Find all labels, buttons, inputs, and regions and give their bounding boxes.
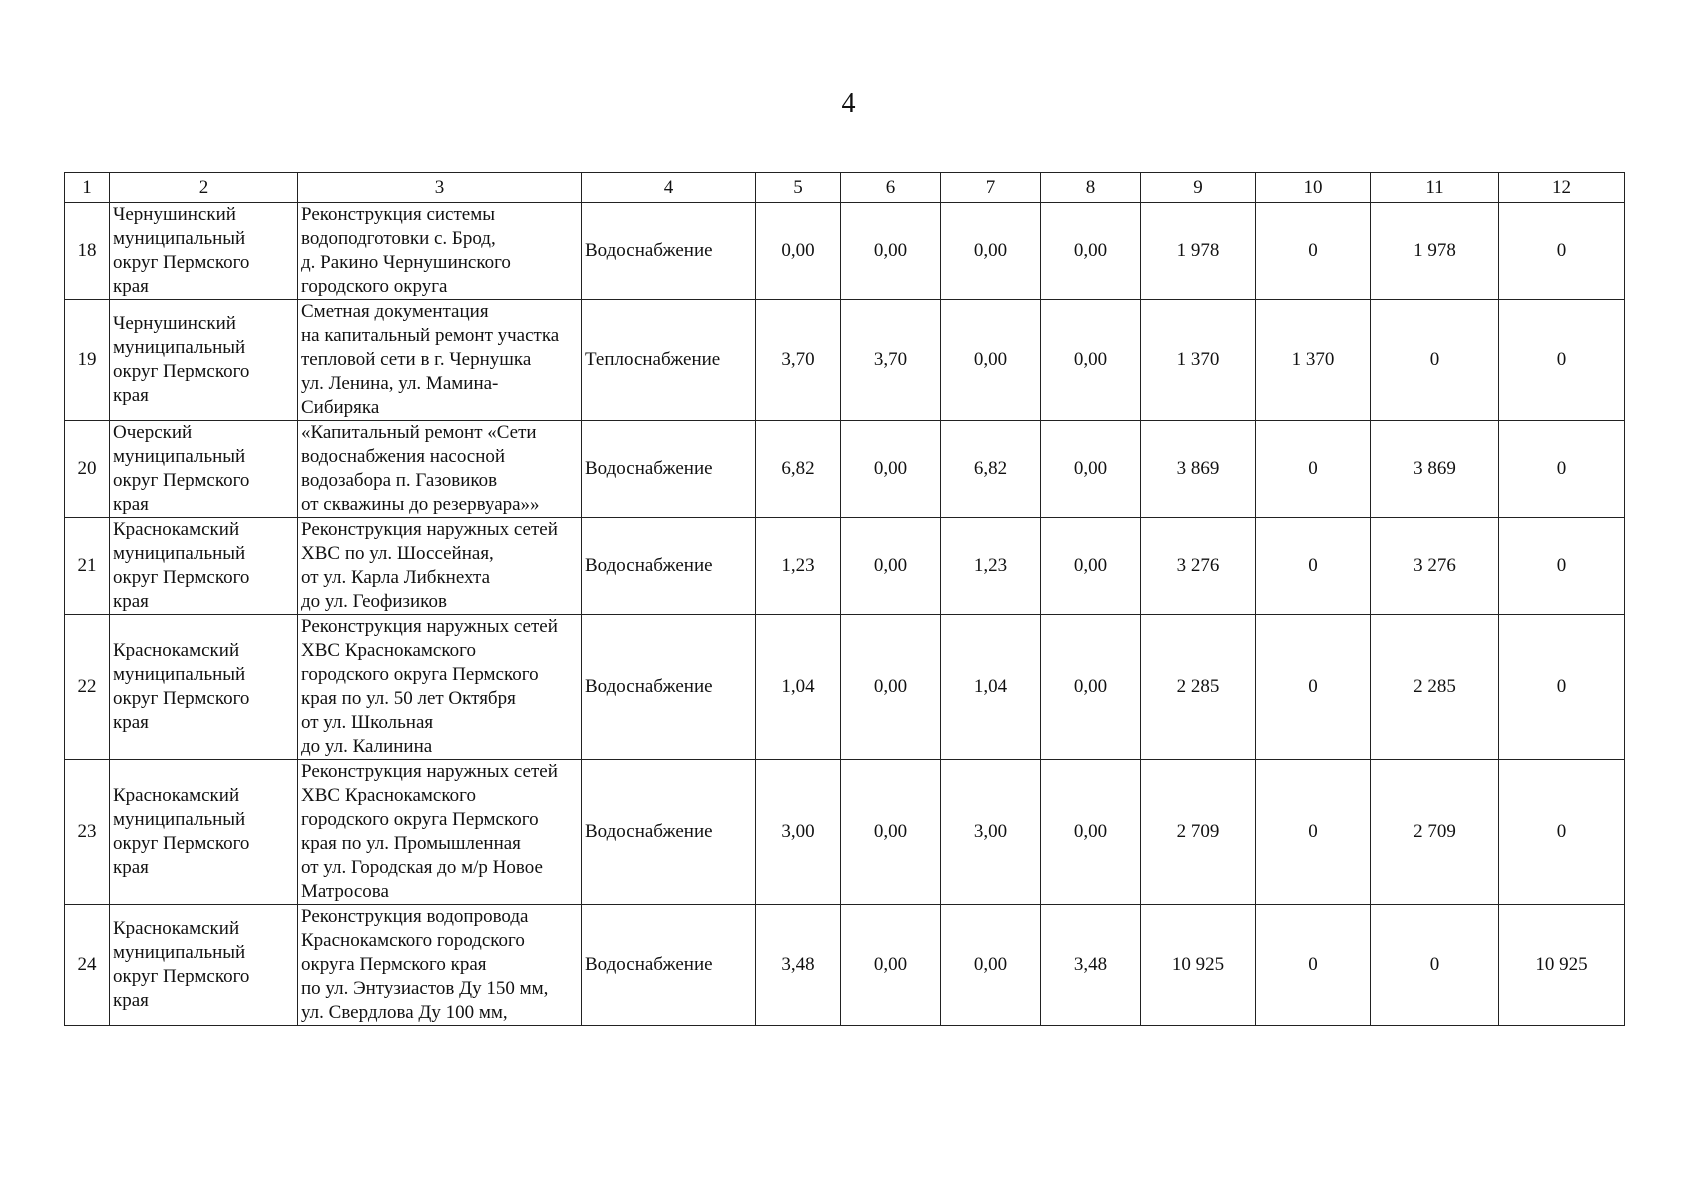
cell-value-col-12: 0: [1499, 760, 1625, 905]
cell-value-col-6: 0,00: [841, 905, 941, 1026]
cell-value-col-8: 0,00: [1041, 300, 1141, 421]
cell-value-col-9: 1 978: [1141, 203, 1256, 300]
cell-row-number: 21: [65, 518, 110, 615]
cell-value-col-8: 0,00: [1041, 518, 1141, 615]
cell-value-col-5: 1,04: [756, 615, 841, 760]
cell-value-col-6: 0,00: [841, 421, 941, 518]
cell-value-col-12: 0: [1499, 203, 1625, 300]
cell-municipality: Чернушинский муниципальный округ Пермского края: [110, 203, 298, 300]
cell-row-number: 23: [65, 760, 110, 905]
cell-value-col-6: 0,00: [841, 203, 941, 300]
cell-value-col-9: 3 276: [1141, 518, 1256, 615]
cell-value-col-9: 1 370: [1141, 300, 1256, 421]
table-row: [65, 905, 1625, 1026]
column-header-5: 5: [756, 173, 841, 203]
cell-municipality: Чернушинский муниципальный округ Пермского края: [110, 300, 298, 421]
cell-municipality: Краснокамский муниципальный округ Пермского края: [110, 518, 298, 615]
cell-project-name: «Капитальный ремонт «Сети водоснабжения насосной водозабора п. Газовиков от скважины до резервуара»»: [298, 421, 582, 518]
cell-row-number: 20: [65, 421, 110, 518]
cell-value-col-6: 0,00: [841, 615, 941, 760]
cell-value-col-9: 2 709: [1141, 760, 1256, 905]
column-header-4: 4: [582, 173, 756, 203]
table-row: [65, 300, 1625, 421]
table-body: [65, 203, 1625, 1026]
cell-value-col-12: 0: [1499, 615, 1625, 760]
table-row: [65, 615, 1625, 760]
column-header-9: 9: [1141, 173, 1256, 203]
cell-value-col-7: 0,00: [941, 905, 1041, 1026]
column-header-10: 10: [1256, 173, 1371, 203]
cell-project-name: Сметная документация на капитальный ремонт участка тепловой сети в г. Чернушка ул. Ленина, ул. Мамина- Сибиряка: [298, 300, 582, 421]
cell-category: Водоснабжение: [582, 518, 756, 615]
table-row: [65, 421, 1625, 518]
cell-value-col-10: 1 370: [1256, 300, 1371, 421]
cell-value-col-7: 0,00: [941, 300, 1041, 421]
page-number: 4: [841, 88, 856, 119]
cell-value-col-10: 0: [1256, 421, 1371, 518]
table-row: [65, 203, 1625, 300]
cell-value-col-5: 3,00: [756, 760, 841, 905]
cell-value-col-11: 2 285: [1371, 615, 1499, 760]
table-row: [65, 760, 1625, 905]
cell-value-col-5: 6,82: [756, 421, 841, 518]
cell-category: Водоснабжение: [582, 760, 756, 905]
cell-value-col-6: 0,00: [841, 518, 941, 615]
cell-value-col-11: 3 276: [1371, 518, 1499, 615]
cell-value-col-9: 10 925: [1141, 905, 1256, 1026]
cell-municipality: Краснокамский муниципальный округ Пермского края: [110, 615, 298, 760]
cell-value-col-6: 0,00: [841, 760, 941, 905]
cell-value-col-8: 0,00: [1041, 203, 1141, 300]
cell-category: Водоснабжение: [582, 421, 756, 518]
cell-row-number: 19: [65, 300, 110, 421]
cell-project-name: Реконструкция системы водоподготовки с. Брод, д. Ракино Чернушинского городского округа: [298, 203, 582, 300]
data-table: [64, 172, 1625, 1026]
cell-value-col-7: 1,04: [941, 615, 1041, 760]
cell-value-col-8: 3,48: [1041, 905, 1141, 1026]
cell-value-col-7: 1,23: [941, 518, 1041, 615]
cell-municipality: Очерский муниципальный округ Пермского края: [110, 421, 298, 518]
cell-value-col-9: 2 285: [1141, 615, 1256, 760]
cell-category: Водоснабжение: [582, 905, 756, 1026]
cell-value-col-10: 0: [1256, 905, 1371, 1026]
cell-value-col-5: 3,70: [756, 300, 841, 421]
cell-category: Водоснабжение: [582, 615, 756, 760]
cell-value-col-8: 0,00: [1041, 760, 1141, 905]
header-row: [65, 173, 1625, 203]
cell-project-name: Реконструкция наружных сетей ХВС по ул. Шоссейная, от ул. Карла Либкнехта до ул. Геофизиков: [298, 518, 582, 615]
cell-category: Водоснабжение: [582, 203, 756, 300]
column-header-3: 3: [298, 173, 582, 203]
cell-value-col-5: 0,00: [756, 203, 841, 300]
cell-value-col-11: 3 869: [1371, 421, 1499, 518]
cell-row-number: 24: [65, 905, 110, 1026]
cell-value-col-11: 2 709: [1371, 760, 1499, 905]
cell-row-number: 22: [65, 615, 110, 760]
column-header-11: 11: [1371, 173, 1499, 203]
cell-value-col-5: 3,48: [756, 905, 841, 1026]
cell-value-col-11: 0: [1371, 300, 1499, 421]
cell-value-col-10: 0: [1256, 518, 1371, 615]
cell-project-name: Реконструкция водопровода Краснокамского городского округа Пермского края по ул. Энтузиастов Ду 150 мм, ул. Свердлова Ду 100 мм,: [298, 905, 582, 1026]
cell-value-col-12: 0: [1499, 518, 1625, 615]
cell-value-col-8: 0,00: [1041, 421, 1141, 518]
table-row: [65, 518, 1625, 615]
cell-value-col-9: 3 869: [1141, 421, 1256, 518]
cell-value-col-10: 0: [1256, 203, 1371, 300]
cell-project-name: Реконструкция наружных сетей ХВС Краснокамского городского округа Пермского края по ул. Промышленная от ул. Городская до м/р Новое Матросова: [298, 760, 582, 905]
cell-value-col-6: 3,70: [841, 300, 941, 421]
cell-municipality: Краснокамский муниципальный округ Пермского края: [110, 760, 298, 905]
cell-value-col-7: 6,82: [941, 421, 1041, 518]
column-header-2: 2: [110, 173, 298, 203]
column-header-8: 8: [1041, 173, 1141, 203]
cell-category: Теплоснабжение: [582, 300, 756, 421]
column-header-1: 1: [65, 173, 110, 203]
cell-value-col-10: 0: [1256, 615, 1371, 760]
column-header-6: 6: [841, 173, 941, 203]
cell-value-col-7: 3,00: [941, 760, 1041, 905]
cell-project-name: Реконструкция наружных сетей ХВС Краснокамского городского округа Пермского края по ул. 50 лет Октября от ул. Школьная до ул. Калинина: [298, 615, 582, 760]
cell-value-col-8: 0,00: [1041, 615, 1141, 760]
cell-value-col-10: 0: [1256, 760, 1371, 905]
column-header-7: 7: [941, 173, 1041, 203]
column-header-12: 12: [1499, 173, 1625, 203]
cell-value-col-12: 0: [1499, 421, 1625, 518]
cell-value-col-5: 1,23: [756, 518, 841, 615]
cell-value-col-7: 0,00: [941, 203, 1041, 300]
cell-value-col-11: 0: [1371, 905, 1499, 1026]
table-header: [65, 173, 1625, 203]
cell-value-col-12: 10 925: [1499, 905, 1625, 1026]
cell-municipality: Краснокамский муниципальный округ Пермского края: [110, 905, 298, 1026]
cell-value-col-12: 0: [1499, 300, 1625, 421]
cell-value-col-11: 1 978: [1371, 203, 1499, 300]
cell-row-number: 18: [65, 203, 110, 300]
